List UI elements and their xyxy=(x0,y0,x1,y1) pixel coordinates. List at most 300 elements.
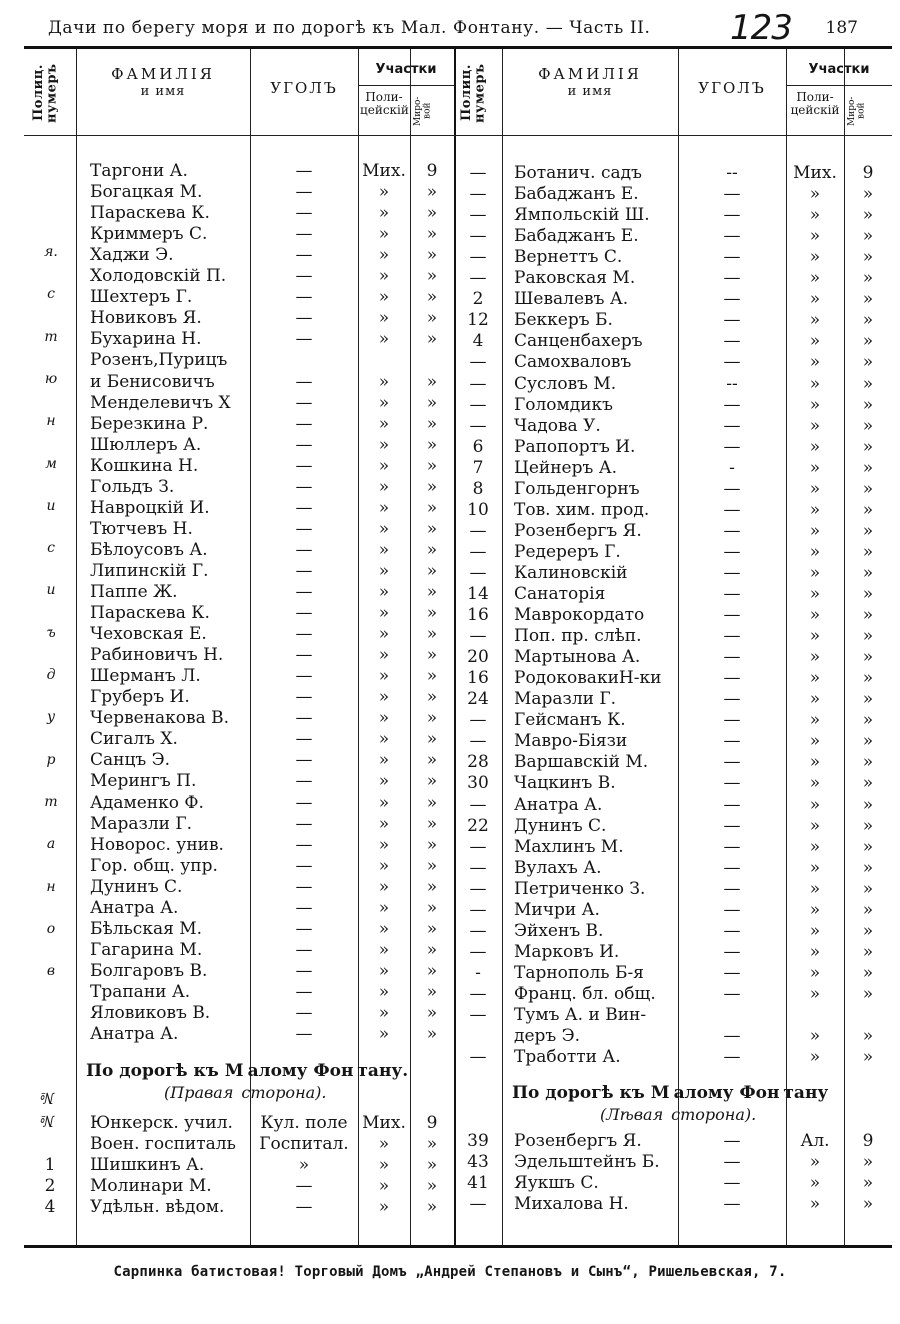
police-district: » xyxy=(378,729,390,750)
police-number: — xyxy=(469,626,487,647)
police-district: » xyxy=(378,876,390,897)
magistrate-district: » xyxy=(426,518,438,539)
header-policeiskii-left: Поли- цейскій xyxy=(360,90,409,117)
police-district: » xyxy=(809,1047,821,1068)
table-row xyxy=(24,792,892,816)
magistrate-district: » xyxy=(426,245,438,266)
resident-name: Холодовскій П. xyxy=(90,266,227,287)
police-number: 10 xyxy=(467,499,489,520)
magistrate-district: » xyxy=(862,562,874,583)
magistrate-district: » xyxy=(426,855,438,876)
corner-cell: — xyxy=(295,666,313,687)
corner-cell: — xyxy=(723,478,741,499)
header-familia-right: ФАМИЛІЯ и имя xyxy=(538,65,642,99)
magistrate-district: » xyxy=(862,647,874,668)
magistrate-district: » xyxy=(426,918,438,939)
magistrate-district: » xyxy=(862,794,874,815)
police-district: » xyxy=(809,415,821,436)
magistrate-district: » xyxy=(862,668,874,689)
footer-advert: Сарпинка батистовая! Торговый Домъ „Андрей Степановъ и Сынъ“, Ришельевская, 7. xyxy=(113,1264,787,1280)
corner-cell: — xyxy=(295,224,313,245)
corner-cell: — xyxy=(295,624,313,645)
resident-name: Рапопортъ И. xyxy=(514,436,636,457)
corner-cell: — xyxy=(295,750,313,771)
police-district: » xyxy=(378,1003,390,1023)
resident-name: Беккеръ Б. xyxy=(514,310,613,331)
header-uchastki-right: Участки xyxy=(808,62,870,77)
resident-name: Юнкерск. учил. xyxy=(90,1113,233,1133)
corner-cell: — xyxy=(723,499,741,520)
police-number: 14 xyxy=(467,584,489,604)
right-section-title: По дорогѣ къ М алому Фон тану xyxy=(512,1083,829,1103)
magistrate-district: » xyxy=(426,792,438,813)
resident-name: Воен. госпиталь xyxy=(90,1134,236,1155)
margin-letter: с xyxy=(47,286,55,303)
corner-cell: — xyxy=(723,331,741,352)
police-district: » xyxy=(809,436,821,457)
margin-letter: и xyxy=(46,582,56,599)
magistrate-district: » xyxy=(862,605,874,626)
magistrate-district: » xyxy=(862,1026,874,1047)
resident-name: Болгаровъ В. xyxy=(90,960,208,981)
magistrate-district: » xyxy=(862,205,874,226)
police-district: » xyxy=(809,499,821,520)
resident-name: Гор. общ. упр. xyxy=(90,855,218,876)
police-district: » xyxy=(809,773,821,794)
police-district: » xyxy=(809,941,821,962)
magistrate-district: » xyxy=(426,981,438,1002)
left-section-title: По дорогѣ къ М алому Фон тану. xyxy=(86,1061,409,1081)
police-district: » xyxy=(378,224,390,245)
resident-name: Таргони А. xyxy=(90,161,188,181)
corner-cell: — xyxy=(295,792,313,813)
table-row xyxy=(24,939,892,963)
corner-cell: — xyxy=(723,647,741,668)
corner-cell: — xyxy=(723,184,741,205)
police-district: » xyxy=(809,331,821,352)
resident-name: Кошкина Н. xyxy=(90,455,199,476)
magistrate-district: » xyxy=(862,541,874,562)
left-section-subtitle: (Правая сторона). xyxy=(164,1083,327,1102)
resident-name: Мерингъ П. xyxy=(90,771,197,792)
resident-name: Мичри А. xyxy=(514,899,600,920)
header-familia-left: ФАМИЛІЯ и имя xyxy=(111,65,215,99)
police-district: » xyxy=(378,855,390,876)
magistrate-district: » xyxy=(862,1173,874,1194)
resident-name: Тарнополь Б-я xyxy=(514,962,644,983)
police-district: Мих. xyxy=(793,163,837,183)
police-district: » xyxy=(378,392,390,413)
police-district: » xyxy=(809,584,821,604)
corner-cell: — xyxy=(295,729,313,750)
police-number: — xyxy=(469,226,487,247)
resident-name: Анатра А. xyxy=(90,897,179,918)
corner-cell: — xyxy=(295,981,313,1002)
resident-name: и Бенисовичъ xyxy=(90,371,215,392)
police-district: » xyxy=(809,310,821,331)
corner-cell: — xyxy=(723,436,741,457)
police-number: — xyxy=(469,710,487,731)
police-number: — xyxy=(469,857,487,878)
magistrate-district: » xyxy=(862,941,874,962)
resident-name: Чадова У. xyxy=(514,415,601,436)
magistrate-district: » xyxy=(426,960,438,981)
corner-cell: — xyxy=(295,287,313,308)
resident-name: Поп. пр. слѣп. xyxy=(514,626,642,647)
police-district: » xyxy=(809,1152,821,1173)
resident-name: Шишкинъ А. xyxy=(90,1155,205,1176)
margin-letter: д xyxy=(46,667,56,683)
magistrate-district: » xyxy=(426,645,438,666)
corner-cell: — xyxy=(723,962,741,983)
police-district: » xyxy=(378,266,390,287)
magistrate-district: » xyxy=(862,436,874,457)
police-district: » xyxy=(378,771,390,792)
magistrate-district: » xyxy=(862,752,874,773)
header-uchastki-left: Участки xyxy=(375,62,437,77)
magistrate-district: » xyxy=(862,478,874,499)
resident-name: Раковская М. xyxy=(514,268,636,289)
page-header xyxy=(48,8,858,48)
police-district: » xyxy=(378,203,390,224)
police-district: » xyxy=(809,752,821,773)
magistrate-district: » xyxy=(426,392,438,413)
magistrate-district: » xyxy=(426,1024,438,1045)
table-row xyxy=(24,539,892,563)
resident-name: Чеховская Е. xyxy=(90,624,207,645)
police-district: » xyxy=(378,960,390,981)
resident-name: Варшавскій М. xyxy=(514,752,649,773)
magistrate-district: » xyxy=(426,1197,438,1218)
police-number: — xyxy=(469,394,487,415)
magistrate-district: » xyxy=(426,939,438,960)
magistrate-district: » xyxy=(862,1194,874,1215)
police-number: — xyxy=(469,268,487,289)
resident-name: Тработти А. xyxy=(514,1047,621,1068)
resident-name: Розенбергъ Я. xyxy=(514,1131,642,1151)
table-row xyxy=(24,352,892,373)
magistrate-district: » xyxy=(426,476,438,497)
police-district: » xyxy=(809,226,821,247)
corner-cell: — xyxy=(723,584,741,604)
corner-cell: — xyxy=(295,434,313,455)
magistrate-district: » xyxy=(426,497,438,518)
police-district: » xyxy=(809,899,821,920)
margin-letter: н xyxy=(46,413,56,430)
table-row xyxy=(24,584,892,605)
resident-name: Голомдикъ xyxy=(514,394,613,415)
police-number: — xyxy=(469,373,487,394)
corner-cell: — xyxy=(723,394,741,415)
table-row xyxy=(24,605,892,626)
magistrate-district: » xyxy=(862,584,874,604)
corner-cell: — xyxy=(723,794,741,815)
magistrate-district: » xyxy=(426,708,438,729)
police-number: — xyxy=(469,541,487,562)
police-number: — xyxy=(469,1005,487,1025)
resident-name: Менделевичъ Х xyxy=(90,392,231,413)
corner-cell: — xyxy=(295,476,313,497)
magistrate-district: » xyxy=(862,731,874,752)
table-row xyxy=(24,370,892,395)
corner-cell: — xyxy=(723,752,741,773)
table-row xyxy=(24,1131,892,1155)
corner-cell: — xyxy=(295,897,313,918)
police-district: » xyxy=(378,1197,390,1218)
magistrate-district: » xyxy=(426,371,438,392)
resident-name: Чацкинъ В. xyxy=(514,773,616,794)
police-number: 12 xyxy=(467,310,489,331)
table-row xyxy=(24,286,892,310)
resident-name: Франц. бл. общ. xyxy=(514,983,656,1004)
police-number: — xyxy=(469,1194,487,1215)
police-number: — xyxy=(469,878,487,899)
resident-name: Розенъ,Пурицъ xyxy=(90,350,228,371)
table-row xyxy=(24,647,892,668)
corner-cell: — xyxy=(723,1173,741,1194)
right-section-subtitle: (Лѣвая сторона). xyxy=(600,1105,757,1124)
margin-letter: н xyxy=(46,878,56,895)
header-policeiskii-right: Поли- цейскій xyxy=(790,90,840,117)
resident-name: Гагарина М. xyxy=(90,939,203,960)
corner-cell: — xyxy=(723,689,741,710)
resident-name: Бѣлоусовъ А. xyxy=(90,539,208,560)
police-district: » xyxy=(809,689,821,710)
resident-name: Гольдъ З. xyxy=(90,476,175,497)
corner-cell: — xyxy=(723,668,741,689)
corner-cell: — xyxy=(723,520,741,541)
police-district: » xyxy=(378,329,390,350)
magistrate-district: » xyxy=(426,876,438,897)
left-margin-nn: № № xyxy=(38,1089,56,1130)
corner-cell: — xyxy=(295,645,313,666)
police-district: » xyxy=(809,710,821,731)
resident-name: Розенбергъ Я. xyxy=(514,520,642,541)
police-number: — xyxy=(469,920,487,941)
table-row xyxy=(24,855,892,879)
police-number: 4 xyxy=(472,331,484,352)
corner-cell: — xyxy=(295,560,313,581)
resident-name: Санцъ Э. xyxy=(90,750,171,771)
table-row xyxy=(24,960,892,984)
corner-cell: — xyxy=(295,1197,313,1218)
margin-letter: с xyxy=(47,540,55,557)
corner-cell: — xyxy=(295,371,313,392)
corner-cell: — xyxy=(723,1194,741,1215)
police-number: 39 xyxy=(467,1131,489,1151)
resident-name: Калиновскій xyxy=(514,562,628,583)
margin-letter: т xyxy=(44,328,58,345)
magistrate-district: » xyxy=(862,373,874,394)
police-district: » xyxy=(809,478,821,499)
resident-name: Шерманъ Л. xyxy=(90,666,201,687)
corner-cell: -- xyxy=(726,373,738,394)
resident-name: Яукшъ С. xyxy=(514,1173,599,1194)
magistrate-district: » xyxy=(862,773,874,794)
magistrate-district: » xyxy=(862,710,874,731)
magistrate-district: » xyxy=(862,394,874,415)
resident-name: Ботанич. садъ xyxy=(514,163,642,183)
police-district: » xyxy=(378,645,390,666)
resident-name: Редереръ Г. xyxy=(514,541,621,562)
corner-cell: — xyxy=(723,247,741,268)
resident-name: Трапани А. xyxy=(90,981,191,1002)
magistrate-district: 9 xyxy=(426,1113,438,1133)
police-number: 43 xyxy=(467,1152,489,1173)
header-ugol-right: УГОЛЪ xyxy=(698,79,766,97)
magistrate-district: » xyxy=(426,224,438,245)
police-district: » xyxy=(809,352,821,373)
police-district: » xyxy=(378,518,390,539)
table-row xyxy=(24,413,892,437)
resident-name: Груберъ И. xyxy=(90,687,190,708)
table-row xyxy=(24,1005,892,1026)
corner-cell: — xyxy=(723,836,741,857)
table-row xyxy=(24,731,892,752)
resident-name: Маврокордато xyxy=(514,605,645,626)
margin-letter: ъ xyxy=(46,624,56,641)
corner-cell: — xyxy=(295,245,313,266)
resident-name: Параскева К. xyxy=(90,203,210,224)
corner-cell: — xyxy=(295,813,313,834)
resident-name: Эдельштейнъ Б. xyxy=(514,1152,660,1173)
police-number: — xyxy=(469,941,487,962)
magistrate-district: » xyxy=(426,1003,438,1023)
magistrate-district: » xyxy=(862,815,874,836)
corner-cell: — xyxy=(295,539,313,560)
resident-name: Параскева К. xyxy=(90,603,210,624)
corner-cell: Кул. поле xyxy=(260,1113,348,1133)
police-district: » xyxy=(378,434,390,455)
magistrate-district: 9 xyxy=(862,163,874,183)
magistrate-district: » xyxy=(862,352,874,373)
table-row xyxy=(24,626,892,647)
magistrate-district: » xyxy=(862,520,874,541)
directory-table xyxy=(24,49,892,1248)
police-district: » xyxy=(378,897,390,918)
header-polic-nomer-left: Полиц. нумеръ xyxy=(31,63,60,123)
corner-cell: — xyxy=(295,455,313,476)
police-district: » xyxy=(809,983,821,1004)
magistrate-district: » xyxy=(426,287,438,308)
resident-name: Бабаджанъ Е. xyxy=(514,184,639,205)
police-district: » xyxy=(809,457,821,478)
table-row xyxy=(24,752,892,773)
resident-name: Эйхенъ В. xyxy=(514,920,604,941)
resident-name: Самохваловъ xyxy=(514,352,632,373)
police-district: » xyxy=(378,918,390,939)
resident-name: Новорос. унив. xyxy=(90,834,224,855)
magistrate-district: » xyxy=(862,457,874,478)
table-row xyxy=(24,981,892,1005)
magistrate-district: » xyxy=(426,666,438,687)
table-row xyxy=(24,813,892,837)
police-district: » xyxy=(378,413,390,434)
corner-cell: — xyxy=(295,413,313,434)
magistrate-district: » xyxy=(862,499,874,520)
resident-name: Мартынова А. xyxy=(514,647,641,668)
police-district: » xyxy=(378,792,390,813)
police-number: — xyxy=(469,562,487,583)
corner-cell: — xyxy=(295,918,313,939)
police-number: — xyxy=(469,794,487,815)
resident-name: Бухарина Н. xyxy=(90,329,202,350)
police-district: » xyxy=(809,562,821,583)
police-number: 22 xyxy=(467,815,489,836)
police-number: — xyxy=(469,1047,487,1068)
police-district: » xyxy=(809,668,821,689)
table-row xyxy=(24,897,892,921)
resident-name: Тумъ А. и Вин- xyxy=(514,1005,647,1025)
corner-cell: — xyxy=(723,941,741,962)
table-row xyxy=(24,310,892,331)
magistrate-district: » xyxy=(426,729,438,750)
margin-letter: м xyxy=(45,455,57,472)
corner-cell: — xyxy=(723,857,741,878)
table-row xyxy=(24,163,892,184)
magistrate-district: » xyxy=(426,266,438,287)
magistrate-district: » xyxy=(426,1155,438,1176)
table-row xyxy=(24,668,892,689)
police-district: » xyxy=(378,455,390,476)
table-row xyxy=(24,773,892,794)
magistrate-district: » xyxy=(426,897,438,918)
header-mirovoi-right: Миро- вой xyxy=(847,96,867,126)
police-district: » xyxy=(378,813,390,834)
table-row xyxy=(24,876,892,900)
resident-name: Мавро-Біязи xyxy=(514,731,628,752)
resident-name: Маразли Г. xyxy=(514,689,617,710)
resident-name: Дунинъ С. xyxy=(514,815,607,836)
table-row xyxy=(24,918,892,942)
resident-name: Ямпольскій Ш. xyxy=(514,205,650,226)
resident-name: Липинскій Г. xyxy=(90,560,209,581)
table-row xyxy=(24,226,892,247)
table-row xyxy=(24,518,892,542)
table-row xyxy=(24,476,892,500)
corner-cell: — xyxy=(723,1047,741,1068)
magistrate-district: » xyxy=(862,920,874,941)
corner-cell: — xyxy=(723,1026,741,1047)
police-district: » xyxy=(809,247,821,268)
police-district: » xyxy=(378,1024,390,1045)
police-district: » xyxy=(809,1026,821,1047)
margin-letter: р xyxy=(46,751,56,768)
magistrate-district: » xyxy=(426,182,438,203)
magistrate-district: » xyxy=(862,331,874,352)
police-district: » xyxy=(809,920,821,941)
police-district: » xyxy=(809,205,821,226)
resident-name: Михалова Н. xyxy=(514,1194,629,1215)
margin-letter: о xyxy=(46,920,56,937)
resident-name: Яловиковъ В. xyxy=(90,1003,211,1023)
resident-name: Марковъ И. xyxy=(514,941,620,962)
margin-letter: в xyxy=(46,963,56,980)
page-number: 187 xyxy=(825,18,858,38)
corner-cell: — xyxy=(723,541,741,562)
table-row xyxy=(24,1194,892,1218)
police-district: » xyxy=(809,1194,821,1215)
police-district: » xyxy=(809,541,821,562)
resident-name: Бѣльская М. xyxy=(90,918,203,939)
table-row xyxy=(24,1026,892,1047)
table-row xyxy=(24,710,892,731)
table-row xyxy=(24,205,892,226)
resident-name: Молинари М. xyxy=(90,1176,212,1197)
police-number: 7 xyxy=(472,457,484,478)
resident-name: Тютчевъ Н. xyxy=(90,518,193,539)
margin-letter: я. xyxy=(44,244,58,260)
